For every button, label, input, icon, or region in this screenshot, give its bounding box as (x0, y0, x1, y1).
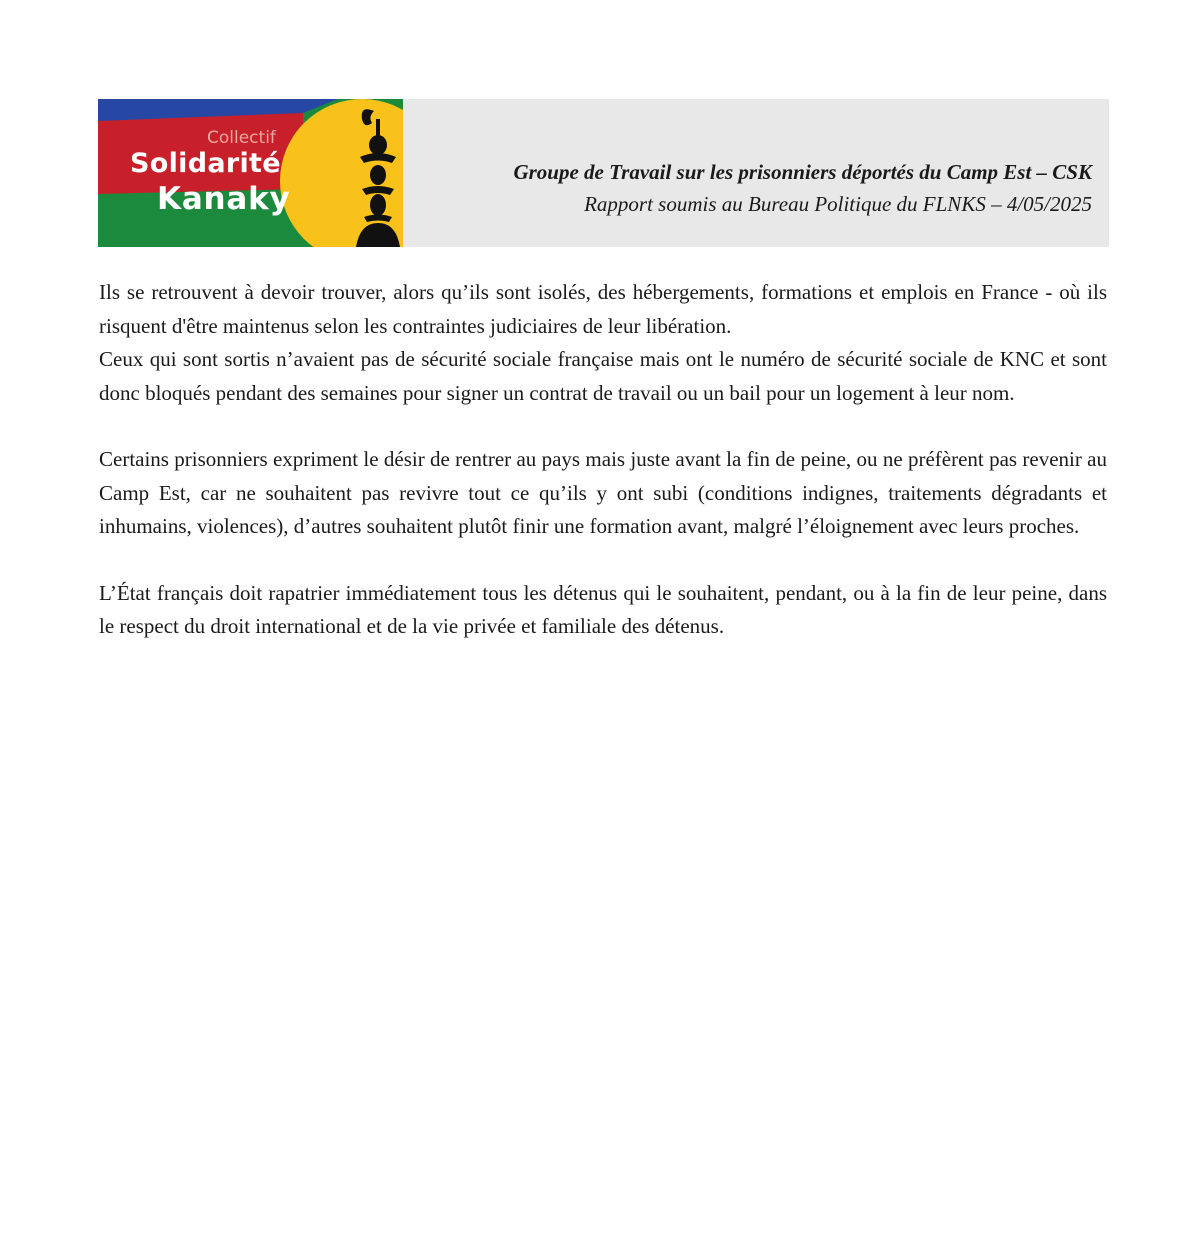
logo-solidarite-text: Solidarité (130, 148, 281, 179)
document-body (99, 276, 1107, 644)
paragraph: Certains prisonniers expriment le désir de rentrer au pays mais juste avant la fin de peine, ou ne préfèrent pas revenir au Camp Est, car ne souhaitent pas revivre tout ce qu’ils y ont subi (conditions indignes, traitements dégradants et inhumains, violences), d’autres souhaitent plutôt finir une formation avant, malgré l’éloignement avec leurs proches. (99, 447, 1107, 538)
header-subtitle: Rapport soumis au Bureau Politique du FLNKS – 4/05/2025 (584, 192, 1092, 216)
csk-logo (98, 99, 420, 247)
header-title: Groupe de Travail sur les prisonniers déportés du Camp Est – CSK (513, 160, 1092, 184)
paragraph: L’État français doit rapatrier immédiatement tous les détenus qui le souhaitent, pendant, ou à la fin de leur peine, dans le respect du droit international et de la vie privée et familiale des détenus. (99, 580, 1107, 638)
paragraph-spacer (99, 410, 1107, 443)
paragraph: Ils se retrouvent à devoir trouver, alors qu’ils sont isolés, des hébergements, formations et emplois en France - où ils risquent d'être maintenus selon les contraintes judiciaires de leur libération. (99, 280, 1107, 338)
document-header (513, 156, 1092, 220)
logo-collectif-text: Collectif (207, 128, 276, 148)
logo-kanaky-text: Kanaky (157, 181, 291, 217)
paragraph-spacer (99, 544, 1107, 577)
paragraph: Ceux qui sont sortis n’avaient pas de sécurité sociale française mais ont le numéro de sécurité sociale de KNC et sont donc bloqués pendant des semaines pour signer un contrat de travail ou un bail pour un logement à leur nom. (99, 347, 1107, 405)
